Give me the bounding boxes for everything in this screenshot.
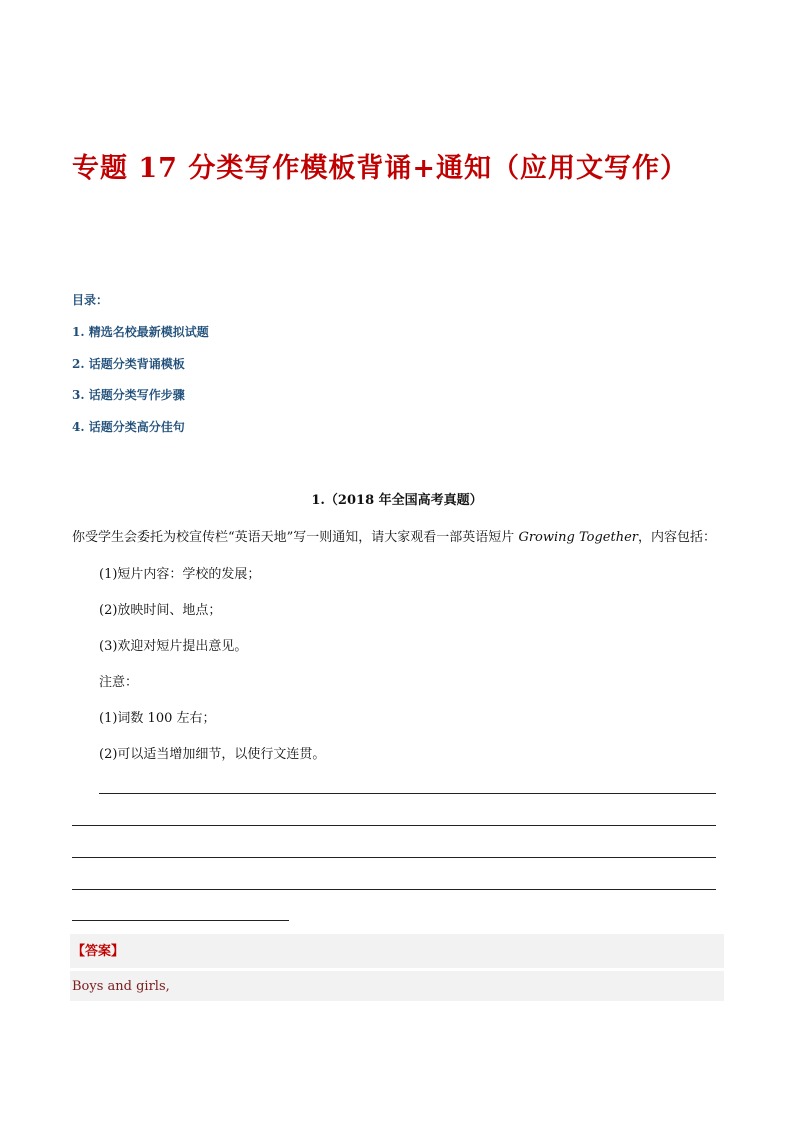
toc-item: 4. 话题分类高分佳句 — [72, 420, 185, 434]
writing-line — [72, 889, 716, 890]
question-title: 1.（2018 年全国高考真题） — [311, 493, 483, 508]
toc-item: 3. 话题分类写作步骤 — [72, 388, 185, 402]
toc-item: 2. 话题分类背诵模板 — [72, 357, 185, 371]
writing-line — [72, 857, 716, 858]
toc-item: 1. 精选名校最新模拟试题 — [72, 325, 209, 339]
question-prompt — [72, 526, 716, 545]
note-heading: 注意： — [99, 675, 139, 690]
answer-label-band — [70, 934, 724, 968]
writing-line — [99, 793, 716, 794]
content-point: (1)短片内容：学校的发展； — [99, 567, 261, 582]
note-item: (2)可以适当增加细节，以使行文连贯。 — [99, 747, 326, 762]
answer-label: 【答案】 — [72, 944, 125, 959]
prompt-text-end: ，内容包括： — [637, 530, 716, 545]
prompt-text: 你受学生会委托为校宣传栏“英语天地”写一则通知，请大家观看一部英语短片 — [72, 530, 515, 545]
writing-line — [72, 920, 289, 921]
content-point: (3)欢迎对短片提出意见。 — [99, 639, 248, 654]
note-item: (1)词数 100 左右； — [99, 711, 216, 726]
content-point: (2)放映时间、地点； — [99, 603, 222, 618]
page-title: 专题 17 分类写作模板背诵+通知（应用文写作） — [72, 153, 688, 184]
toc-heading: 目录： — [72, 293, 109, 307]
answer-first-line: Boys and girls, — [72, 979, 170, 994]
film-title: Growing Together — [518, 530, 638, 545]
writing-line — [72, 825, 716, 826]
